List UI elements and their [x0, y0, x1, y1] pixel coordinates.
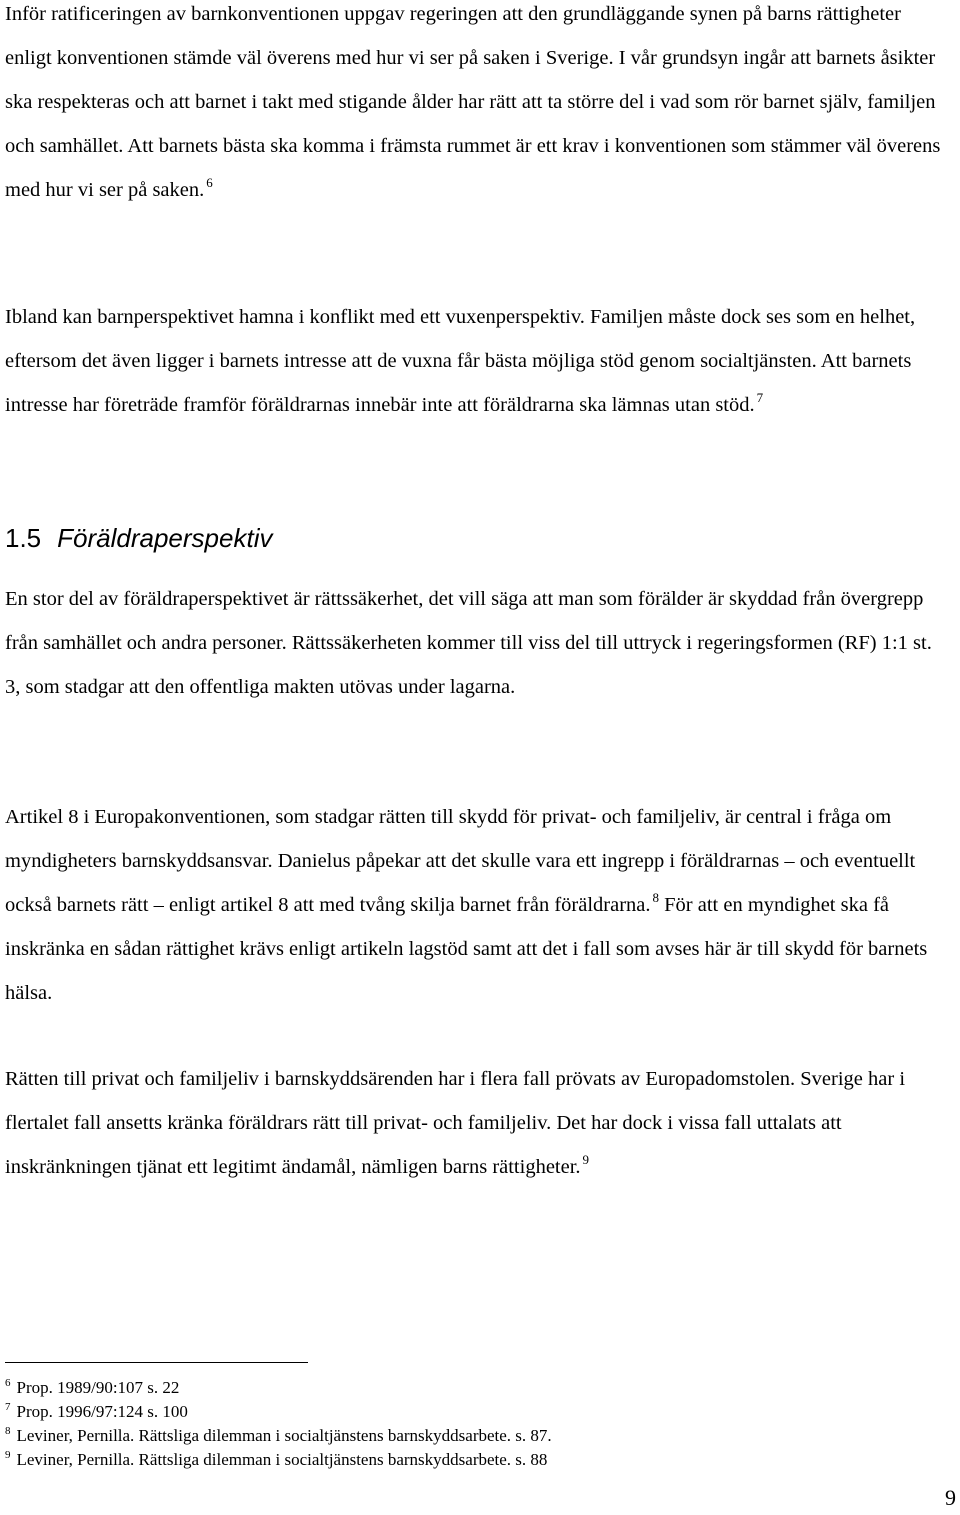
- footnote-text-6: Prop. 1989/90:107 s. 22: [16, 1378, 180, 1397]
- paragraph-5-text: Rätten till privat och familjeliv i barnskyddsärenden har i flera fall prövats av Europadomstolen. Sverige har i flertalet fall ansetts kränka föräldrars rätt till privat- och familjeliv. Det har dock i vissa fall uttalats att inskränkningen tjänat ett legitimt ändamål, nämligen barns rättigheter.: [5, 1068, 906, 1178]
- section-heading: [5, 518, 272, 558]
- footnote-9: [5, 1448, 905, 1472]
- footnote-text-7: Prop. 1996/97:124 s. 100: [16, 1402, 188, 1421]
- section-title: Föräldraperspektiv: [57, 523, 273, 553]
- footnote-7: [5, 1400, 905, 1424]
- footnote-mark-6: 6: [5, 1377, 11, 1389]
- footnote-mark-8: 8: [5, 1425, 11, 1437]
- paragraph-4-text-after: För att en myndighet ska få inskränka en sådan rättighet krävs enligt artikeln lagstöd samt att det i fall som avses här är till skydd för barnets hälsa.: [5, 894, 928, 1004]
- paragraph-2: [5, 295, 945, 427]
- footnote-6: [5, 1376, 905, 1400]
- footnote-text-9: Leviner, Pernilla. Rättsliga dilemman i socialtjänstens barnskyddsarbete. s. 88: [16, 1450, 548, 1469]
- footnote-ref-9[interactable]: 9: [582, 1152, 590, 1167]
- paragraph-2-text: Ibland kan barnperspektivet hamna i konflikt med ett vuxenperspektiv. Familjen måste dock ses som en helhet, eftersom det även ligger i barnets intresse att de vuxna får bästa möjliga stöd genom socialtjänsten. Att barnets intresse har företräde framför föräldrarnas innebär inte att föräldrarna ska lämnas utan stöd.: [5, 306, 916, 416]
- paragraph-1: [5, 0, 945, 212]
- footnote-mark-7: 7: [5, 1401, 11, 1413]
- footnote-ref-7[interactable]: 7: [756, 390, 764, 405]
- section-number: 1.5: [5, 523, 42, 553]
- footnote-ref-6[interactable]: 6: [206, 175, 213, 190]
- footnote-8: [5, 1424, 905, 1448]
- paragraph-3: [5, 577, 945, 709]
- paragraph-5: [5, 1057, 945, 1189]
- paragraph-4-text-before: Artikel 8 i Europakonventionen, som stadgar rätten till skydd för privat- och familjeliv, är central i fråga om myndigheters barnskyddsansvar. Danielus påpekar att det skulle vara ett ingrepp i föräldrarnas – och eventuellt också barnets rätt – enligt artikel 8 att med tvång skilja barnet från föräldrarna.: [5, 806, 916, 916]
- footnote-ref-8[interactable]: 8: [652, 890, 659, 905]
- paragraph-1-text: Inför ratificeringen av barnkonventionen uppgav regeringen att den grundläggande synen på barns rättigheter enligt konventionen stämde väl överens med hur vi ser på saken i Sverige. I vår grundsyn ingår att barnets åsikter ska respekteras och att barnet i takt med stigande ålder har rätt att ta större del i vad som rör barnet själv, familjen och samhället. Att barnets bästa ska komma i främsta rummet är ett krav i konventionen som stämmer väl överens med hur vi ser på saken.: [5, 3, 941, 201]
- paragraph-3-text: En stor del av föräldraperspektivet är rättssäkerhet, det vill säga att man som förälder är skyddad från övergrepp från samhället och andra personer. Rättssäkerheten kommer till viss del till uttryck i regeringsformen (RF) 1:1 st. 3, som stadgar att den offentliga makten utövas under lagarna.: [5, 588, 932, 698]
- footnote-mark-9: 9: [5, 1449, 11, 1461]
- footnote-separator: [5, 1362, 308, 1363]
- paragraph-4: [5, 795, 945, 1015]
- page-number: 9: [945, 1485, 956, 1510]
- footnote-text-8: Leviner, Pernilla. Rättsliga dilemman i socialtjänstens barnskyddsarbete. s. 87.: [16, 1426, 552, 1445]
- footnotes-list: [5, 1376, 905, 1472]
